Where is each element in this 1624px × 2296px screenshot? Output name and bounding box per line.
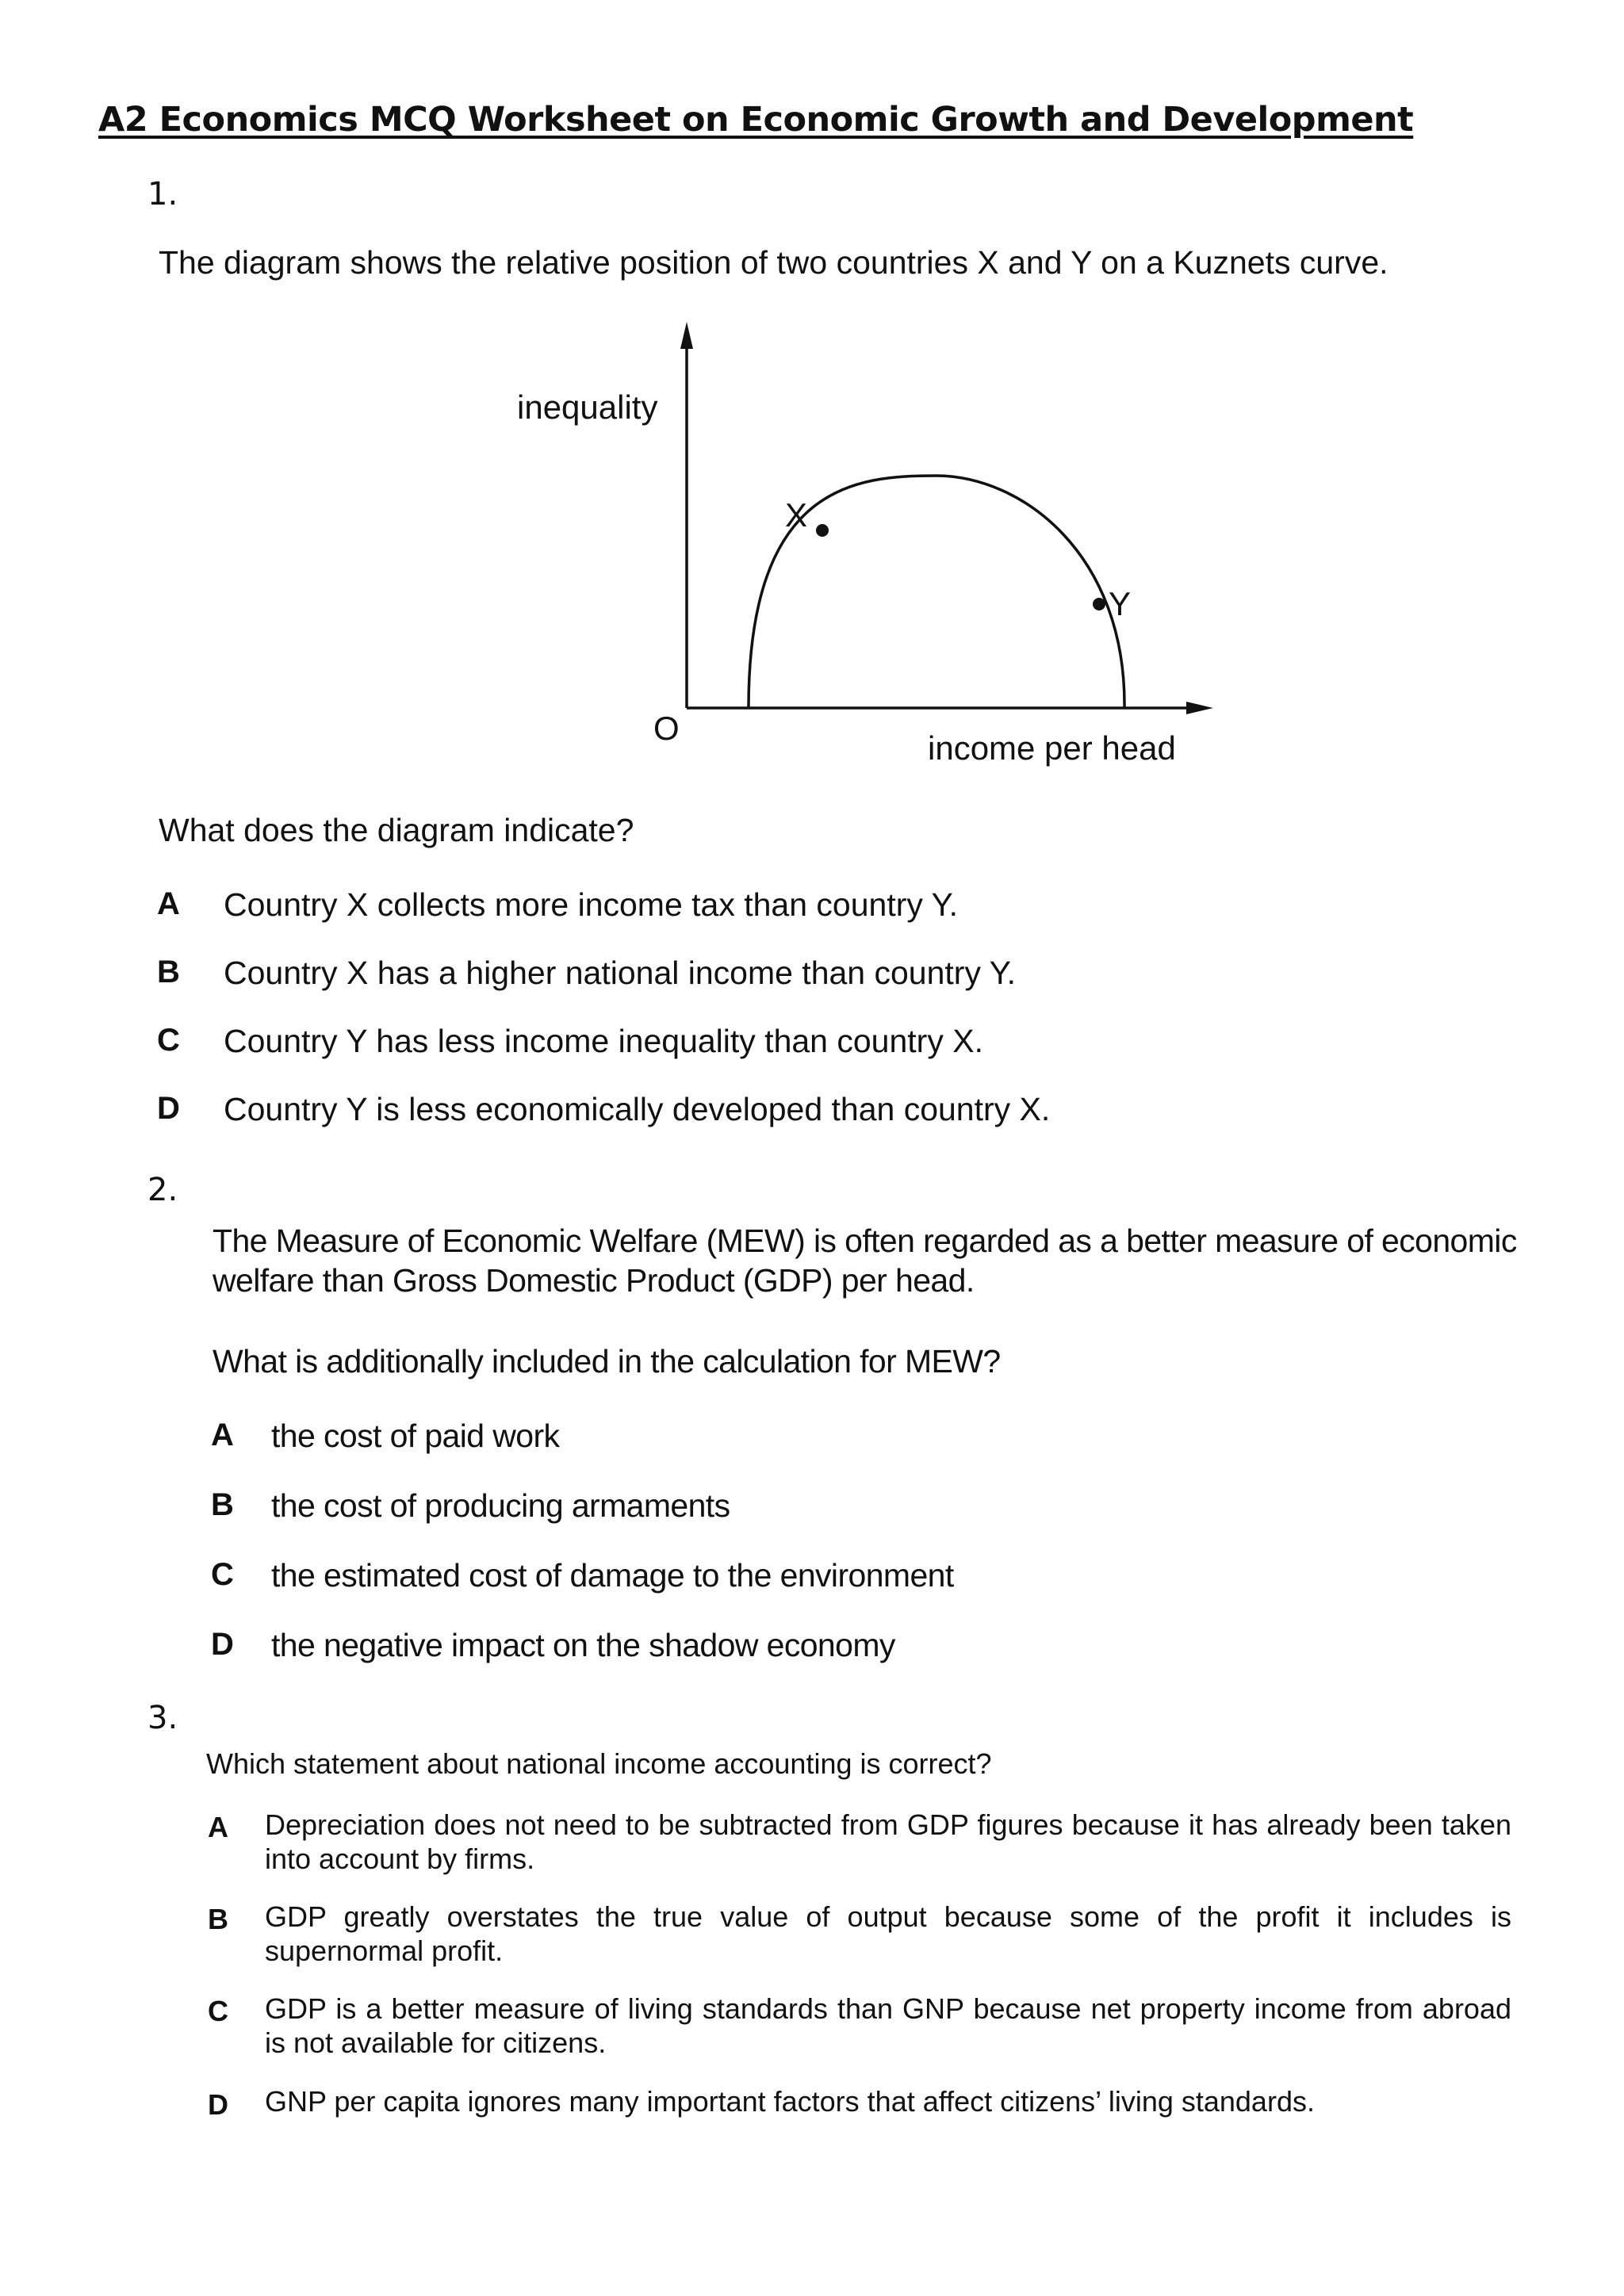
q3-option-d-text: GNP per capita ignores many important factors that affect citizens’ living standards. bbox=[265, 2085, 1315, 2118]
q2-option-d-letter: D bbox=[211, 1627, 234, 1662]
country-x-label: X bbox=[785, 496, 808, 534]
q2-option-c-letter: C bbox=[211, 1557, 234, 1592]
q1-option-d-text: Country Y is less economically developed than country X. bbox=[224, 1091, 1051, 1127]
q1-option-c-letter: C bbox=[157, 1023, 180, 1058]
q1-option-b-text: Country X has a higher national income than country Y. bbox=[224, 955, 1017, 991]
country-x-point bbox=[816, 524, 829, 537]
x-axis-arrowhead bbox=[1186, 702, 1213, 714]
x-axis-label: income per head bbox=[928, 729, 1176, 767]
q2-option-b-letter: B bbox=[211, 1487, 234, 1522]
q1-option-d-letter: D bbox=[157, 1091, 180, 1126]
q1-option-a-text: Country X collects more income tax than country Y. bbox=[224, 886, 958, 923]
country-y-point bbox=[1093, 598, 1105, 610]
question-1-question: What does the diagram indicate? bbox=[159, 812, 634, 848]
y-axis-arrowhead bbox=[680, 322, 693, 349]
q1-option-b-letter: B bbox=[157, 955, 180, 989]
y-axis-label: inequality bbox=[517, 388, 658, 426]
q3-option-a-letter: A bbox=[208, 1811, 228, 1843]
question-2-stem-line2: welfare than Gross Domestic Product (GDP) per head. bbox=[213, 1262, 975, 1299]
country-y-label: Y bbox=[1109, 585, 1132, 622]
q1-option-c-text: Country Y has less income inequality than country X. bbox=[224, 1023, 983, 1059]
q1-option-a-letter: A bbox=[157, 886, 180, 921]
q2-option-c-text: the estimated cost of damage to the environment bbox=[271, 1557, 954, 1594]
worksheet-title: A2 Economics MCQ Worksheet on Economic Growth and Development bbox=[98, 100, 1414, 140]
q3-option-a-text: Depreciation does not need to be subtracted from GDP figures because it has already been taken into account by firms. bbox=[265, 1808, 1511, 1875]
q2-option-a-letter: A bbox=[211, 1418, 234, 1452]
question-2-number: 2. bbox=[147, 1172, 178, 1208]
q2-option-b-text: the cost of producing armaments bbox=[271, 1487, 730, 1524]
q3-option-c-text: GDP is a better measure of living standards than GNP because net property income from abroad is not available for citizens. bbox=[265, 1992, 1511, 2059]
question-2-stem-line1: The Measure of Economic Welfare (MEW) is often regarded as a better measure of economic bbox=[213, 1223, 1517, 1259]
q3-option-b-letter: B bbox=[208, 1903, 228, 1935]
question-3-question: Which statement about national income accounting is correct? bbox=[206, 1747, 992, 1780]
q2-option-a-text: the cost of paid work bbox=[271, 1418, 560, 1454]
question-1-number: 1. bbox=[147, 176, 178, 212]
question-2-question: What is additionally included in the calculation for MEW? bbox=[213, 1343, 1001, 1380]
kuznets-curve-diagram bbox=[0, 0, 1624, 793]
q3-option-c-letter: C bbox=[208, 1995, 228, 2027]
question-3-number: 3. bbox=[147, 1700, 178, 1736]
q3-option-d-letter: D bbox=[208, 2088, 228, 2121]
q3-option-b-text: GDP greatly overstates the true value of output because some of the profit it includes is supernormal profit. bbox=[265, 1900, 1511, 1967]
origin-label: O bbox=[653, 710, 680, 747]
question-1-stem: The diagram shows the relative position of two countries X and Y on a Kuznets curve. bbox=[159, 244, 1388, 281]
q2-option-d-text: the negative impact on the shadow economy bbox=[271, 1627, 895, 1663]
